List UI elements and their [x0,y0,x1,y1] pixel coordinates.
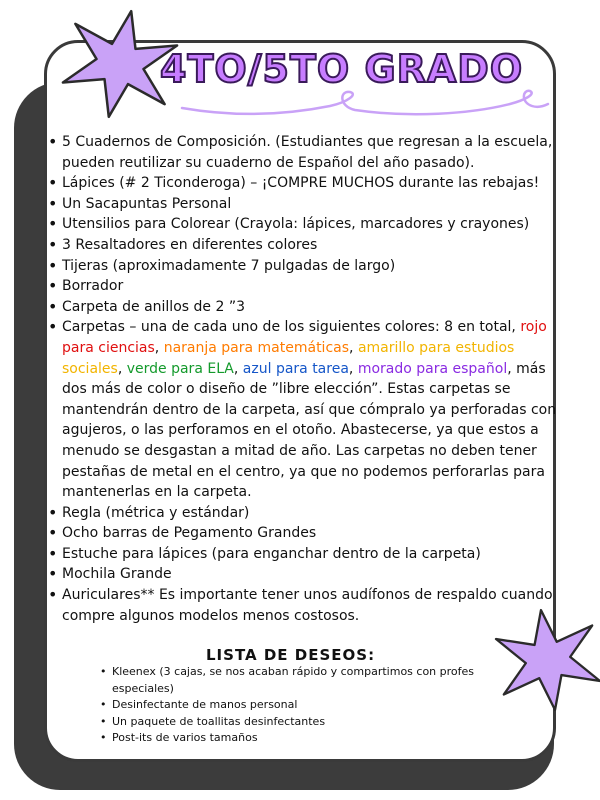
wishlist-item: • Desinfectante de manos personal [112,697,482,714]
wishlist-item: • Post-its de varios tamaños [112,730,482,747]
wishlist-title: LISTA DE DESEOS: [206,646,376,664]
separator: , [154,339,164,356]
wishlist-item: • Kleenex (3 cajas, se nos acaban rápido y compartimos con profes especiales) [112,664,482,697]
list-item: • Regla (métrica y estándar) [62,503,562,524]
list-item: • 3 Resaltadores en diferentes colores [62,235,562,256]
folder-purple: morado para español [357,360,508,377]
folder-orange: naranja para matemáticas [163,339,350,356]
page-title: 4TO/5TO GRADO [160,47,524,91]
wishlist-item: • Un paquete de toallitas desinfectantes [112,714,482,731]
list-item: • Borrador [62,276,562,297]
list-item: • Mochila Grande [62,564,562,585]
list-item: • 5 Cuadernos de Composición. (Estudiantes que regresan a la escuela, pueden reutilizar su cuaderno de Español del año pasado). [62,132,562,173]
list-item: • Carpeta de anillos de 2 ”3 [62,297,562,318]
squiggle-decoration [180,88,550,122]
list-item-folders [62,317,562,502]
list-item: • Ocho barras de Pegamento Grandes [62,523,562,544]
list-item: • Auriculares** Es importante tener unos audífonos de respaldo cuando compre algunos modelos menos costosos. [62,585,562,626]
separator: , [349,339,358,356]
list-item: • Un Sacapuntas Personal [62,194,562,215]
folder-green: verde para ELA [126,360,234,377]
supply-list [46,132,562,626]
separator: , [348,360,358,377]
folder-blue: azul para tarea [242,360,349,377]
folders-intro: Carpetas – una de cada uno de los siguientes colores: 8 en total, [62,319,521,336]
list-item: • Utensilios para Colorear (Crayola: lápices, marcadores y crayones) [62,214,562,235]
list-item: • Estuche para lápices (para enganchar dentro de la carpeta) [62,544,562,565]
folders-outro: , más dos más de color o diseño de ”libre elección”. Estas carpetas se mantendrán dentro de la carpeta, así que cómpralo ya perforadas con agujeros, o las perforamos en el otoño. Abastecerse, ya que estos a menudo se desgastan a mitad de año. Las carpetas no deben tener pestañas de metal en el centro, ya que no podemos perforarlas para mantenerlas en la carpeta. [62,360,557,501]
separator: , [117,360,127,377]
wishlist [98,664,482,747]
separator: , [233,360,243,377]
folder-yellow: amarillo para estudios sociales [62,339,515,377]
folder-red: rojo para ciencias [62,319,547,356]
list-item: • Tijeras (aproximadamente 7 pulgadas de largo) [62,256,562,277]
list-item: • Lápices (# 2 Ticonderoga) – ¡COMPRE MUCHOS durante las rebajas! [62,173,562,194]
